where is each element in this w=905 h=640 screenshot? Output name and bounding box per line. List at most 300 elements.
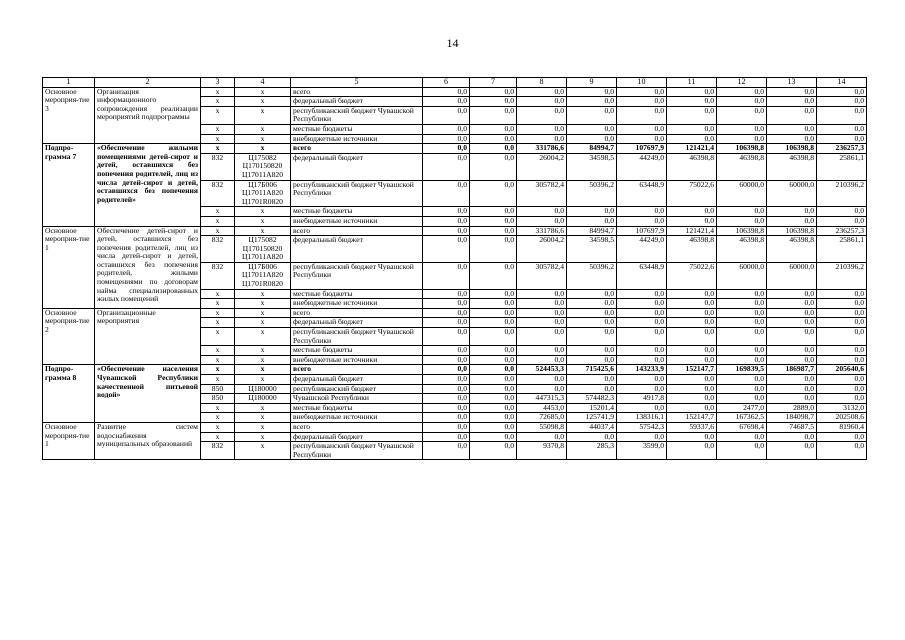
amount-cell: 0,0 [517,346,567,356]
amount-cell: 0,0 [667,289,717,299]
grbs-cell: 832 [201,153,235,180]
budget-code-cell: x [235,328,291,346]
amount-cell: 0,0 [717,346,767,356]
amount-cell: 46398,8 [667,153,717,180]
amount-cell: 0,0 [817,289,867,299]
amount-cell: 0,0 [817,432,867,442]
amount-cell: 0,0 [617,106,667,124]
program-label: Подпро-грамма 7 [43,144,95,226]
amount-cell: 125741,9 [567,413,617,423]
amount-cell: 0,0 [617,308,667,318]
funding-source-cell: федеральный бюджет [291,432,423,442]
amount-cell: 210396,2 [817,180,867,207]
amount-cell: 0,0 [617,97,667,107]
amount-cell: 0,0 [817,346,867,356]
amount-cell: 0,0 [667,328,717,346]
budget-code-cell: x [235,403,291,413]
funding-source-cell: внебюджетные источники [291,134,423,144]
amount-cell: 46398,8 [767,153,817,180]
amount-cell: 0,0 [423,413,470,423]
budget-code-cell: x [235,365,291,375]
amount-cell: 0,0 [423,289,470,299]
funding-source-cell: местные бюджеты [291,346,423,356]
grbs-cell: 832 [201,442,235,460]
amount-cell: 75022,6 [667,262,717,289]
amount-cell: 0,0 [717,318,767,328]
budget-code-cell: x [235,134,291,144]
amount-cell: 0,0 [470,403,517,413]
amount-cell: 0,0 [717,384,767,394]
amount-cell: 138316,1 [617,413,667,423]
amount-cell: 0,0 [817,134,867,144]
col-header: 10 [617,78,667,88]
amount-cell: 0,0 [817,328,867,346]
program-label: Подпро-грамма 8 [43,365,95,423]
funding-source-cell: местные бюджеты [291,207,423,217]
funding-source-cell: внебюджетные источники [291,355,423,365]
amount-cell: 0,0 [667,375,717,385]
amount-cell: 60000,0 [717,262,767,289]
amount-cell: 715425,6 [567,365,617,375]
amount-cell: 0,0 [717,355,767,365]
amount-cell: 0,0 [470,87,517,97]
funding-source-cell: республиканский бюджет Чувашской Республики [291,180,423,207]
funding-source-cell: местные бюджеты [291,124,423,134]
amount-cell: 0,0 [617,403,667,413]
amount-cell: 0,0 [470,226,517,236]
amount-cell: 0,0 [767,375,817,385]
grbs-cell: x [201,422,235,432]
amount-cell: 44249,0 [617,236,667,263]
grbs-cell: x [201,106,235,124]
amount-cell: 305782,4 [517,262,567,289]
budget-code-cell: x [235,422,291,432]
grbs-cell: x [201,97,235,107]
funding-source-cell: внебюджетные источники [291,299,423,309]
table-row [43,308,867,318]
funding-source-cell: всего [291,144,423,154]
funding-source-cell: республиканский бюджет Чувашской Республики [291,106,423,124]
amount-cell: 524453,3 [517,365,567,375]
amount-cell: 0,0 [423,308,470,318]
amount-cell: 0,0 [517,289,567,299]
amount-cell: 169839,5 [717,365,767,375]
budget-code-cell: Ц175082 Ц170150820 Ц17011А820 [235,153,291,180]
amount-cell: 0,0 [767,207,817,217]
amount-cell: 4453,0 [517,403,567,413]
col-header: 12 [717,78,767,88]
amount-cell: 0,0 [617,207,667,217]
amount-cell: 0,0 [667,134,717,144]
amount-cell: 0,0 [767,442,817,460]
amount-cell: 0,0 [470,442,517,460]
amount-cell: 0,0 [717,207,767,217]
funding-source-cell: всего [291,226,423,236]
program-label: Основное мероприя-тие 2 [43,308,95,365]
amount-cell: 0,0 [517,134,567,144]
amount-cell: 60000,0 [717,180,767,207]
amount-cell: 106398,8 [767,226,817,236]
col-header: 14 [817,78,867,88]
amount-cell: 447315,3 [517,394,567,404]
amount-cell: 0,0 [767,432,817,442]
amount-cell: 0,0 [567,432,617,442]
funding-source-cell: федеральный бюджет [291,153,423,180]
amount-cell: 0,0 [423,226,470,236]
amount-cell: 0,0 [667,403,717,413]
amount-cell: 0,0 [717,432,767,442]
amount-cell: 0,0 [567,375,617,385]
amount-cell: 4917,8 [617,394,667,404]
grbs-cell: 832 [201,180,235,207]
amount-cell: 0,0 [667,394,717,404]
funding-source-cell: местные бюджеты [291,289,423,299]
amount-cell: 0,0 [667,87,717,97]
amount-cell: 0,0 [470,328,517,346]
col-header: 3 [201,78,235,88]
amount-cell: 0,0 [717,375,767,385]
amount-cell: 0,0 [767,355,817,365]
budget-code-cell: x [235,289,291,299]
amount-cell: 0,0 [817,124,867,134]
amount-cell: 0,0 [667,106,717,124]
program-description: Организационные мероприятия [95,308,201,365]
amount-cell: 0,0 [423,394,470,404]
amount-cell: 55098,8 [517,422,567,432]
budget-code-cell: x [235,226,291,236]
grbs-cell: x [201,403,235,413]
program-description: Обеспечение детей-сирот и детей, оставшихся без попечения родителей, лиц из числа детей-сирот и детей, оставшихся без попечения родителей, жилыми помещениями по договорам найма специализированных жилых помещений [95,226,201,308]
amount-cell: 34598,5 [567,153,617,180]
amount-cell: 0,0 [470,299,517,309]
amount-cell: 0,0 [423,384,470,394]
amount-cell: 0,0 [617,328,667,346]
amount-cell: 0,0 [423,144,470,154]
amount-cell: 0,0 [567,289,617,299]
amount-cell: 0,0 [567,134,617,144]
amount-cell: 46398,8 [717,153,767,180]
amount-cell: 0,0 [667,432,717,442]
amount-cell: 285,3 [567,442,617,460]
amount-cell: 0,0 [617,289,667,299]
grbs-cell: x [201,144,235,154]
program-description: «Обеспечение населения Чувашской Республики качественной питьевой водой» [95,365,201,423]
amount-cell: 0,0 [667,384,717,394]
page-number: 14 [446,36,459,50]
amount-cell: 0,0 [617,375,667,385]
amount-cell: 0,0 [470,355,517,365]
amount-cell: 184098,7 [767,413,817,423]
amount-cell: 46398,8 [667,236,717,263]
amount-cell: 152147,7 [667,365,717,375]
amount-cell: 34598,5 [567,236,617,263]
amount-cell: 81960,4 [817,422,867,432]
col-header: 1 [43,78,95,88]
col-header: 7 [470,78,517,88]
amount-cell: 0,0 [470,308,517,318]
program-description: «Обеспечение жилыми помещениями детей-сирот и детей, оставшихся без попечения родителей, лиц из числа детей-сирот и детей, оставшихся без попечения родителей» [95,144,201,226]
amount-cell: 0,0 [717,289,767,299]
funding-source-cell: Чувашской Республики [291,394,423,404]
amount-cell: 46398,8 [717,236,767,263]
amount-cell: 0,0 [817,394,867,404]
amount-cell: 0,0 [470,365,517,375]
amount-cell: 44249,0 [617,153,667,180]
amount-cell: 0,0 [817,97,867,107]
amount-cell: 0,0 [517,216,567,226]
amount-cell: 0,0 [470,106,517,124]
budget-table [42,77,867,460]
grbs-cell: 850 [201,394,235,404]
amount-cell: 0,0 [817,106,867,124]
amount-cell: 0,0 [767,346,817,356]
amount-cell: 0,0 [667,346,717,356]
amount-cell: 0,0 [423,346,470,356]
amount-cell: 331786,6 [517,226,567,236]
amount-cell: 0,0 [423,318,470,328]
grbs-cell: x [201,413,235,423]
amount-cell: 0,0 [470,216,517,226]
amount-cell: 0,0 [767,216,817,226]
amount-cell: 0,0 [470,262,517,289]
funding-source-cell: федеральный бюджет [291,236,423,263]
amount-cell: 167362,5 [717,413,767,423]
funding-source-cell: внебюджетные источники [291,413,423,423]
funding-source-cell: всего [291,422,423,432]
amount-cell: 0,0 [717,308,767,318]
funding-source-cell: республиканский бюджет [291,384,423,394]
amount-cell: 63448,9 [617,262,667,289]
amount-cell: 0,0 [567,328,617,346]
amount-cell: 50396,2 [567,180,617,207]
amount-cell: 0,0 [717,87,767,97]
amount-cell: 0,0 [717,328,767,346]
amount-cell: 0,0 [470,422,517,432]
amount-cell: 0,0 [423,180,470,207]
amount-cell: 0,0 [817,355,867,365]
budget-code-cell: x [235,375,291,385]
amount-cell: 0,0 [817,442,867,460]
budget-code-cell: x [235,124,291,134]
amount-cell: 84994,7 [567,226,617,236]
program-label: Основное мероприя-тие 1 [43,226,95,308]
amount-cell: 0,0 [667,97,717,107]
amount-cell: 0,0 [767,289,817,299]
amount-cell: 0,0 [567,207,617,217]
program-description: Развитие систем водоснабжения муниципальных образований [95,422,201,459]
amount-cell: 0,0 [567,87,617,97]
amount-cell: 0,0 [517,87,567,97]
amount-cell: 0,0 [617,134,667,144]
amount-cell: 0,0 [567,97,617,107]
amount-cell: 3599,0 [617,442,667,460]
amount-cell: 0,0 [423,403,470,413]
grbs-cell: x [201,375,235,385]
amount-cell: 60000,0 [767,262,817,289]
amount-cell: 59337,6 [667,422,717,432]
budget-code-cell: x [235,207,291,217]
amount-cell: 0,0 [717,216,767,226]
amount-cell: 26004,2 [517,153,567,180]
amount-cell: 2477,0 [717,403,767,413]
amount-cell: 0,0 [423,328,470,346]
table-row [43,226,867,236]
amount-cell: 0,0 [517,375,567,385]
amount-cell: 0,0 [517,106,567,124]
col-header: 13 [767,78,817,88]
funding-source-cell: внебюджетные источники [291,216,423,226]
funding-source-cell: всего [291,365,423,375]
budget-code-cell: x [235,432,291,442]
grbs-cell: x [201,299,235,309]
grbs-cell: x [201,134,235,144]
amount-cell: 210396,2 [817,262,867,289]
amount-cell: 0,0 [717,394,767,404]
amount-cell: 0,0 [717,134,767,144]
amount-cell: 0,0 [817,87,867,97]
amount-cell: 0,0 [423,262,470,289]
amount-cell: 305782,4 [517,180,567,207]
amount-cell: 57542,3 [617,422,667,432]
amount-cell: 574482,3 [567,394,617,404]
funding-source-cell: федеральный бюджет [291,375,423,385]
grbs-cell: x [201,308,235,318]
amount-cell: 9370,8 [517,442,567,460]
amount-cell: 0,0 [517,355,567,365]
amount-cell: 46398,8 [767,236,817,263]
amount-cell: 0,0 [423,87,470,97]
amount-cell: 0,0 [817,299,867,309]
budget-code-cell: x [235,346,291,356]
amount-cell: 0,0 [470,318,517,328]
amount-cell: 0,0 [517,328,567,346]
grbs-cell: x [201,346,235,356]
budget-code-cell: x [235,442,291,460]
amount-cell: 121421,4 [667,144,717,154]
funding-source-cell: республиканский бюджет Чувашской Республики [291,442,423,460]
amount-cell: 0,0 [767,394,817,404]
amount-cell: 0,0 [567,384,617,394]
budget-code-cell: x [235,299,291,309]
amount-cell: 0,0 [667,355,717,365]
budget-code-cell: Ц17Б006 Ц17011А820 Ц1701R0820 [235,180,291,207]
grbs-cell: x [201,207,235,217]
amount-cell: 0,0 [567,318,617,328]
amount-cell: 0,0 [667,308,717,318]
amount-cell: 0,0 [717,97,767,107]
amount-cell: 0,0 [617,346,667,356]
amount-cell: 0,0 [767,384,817,394]
amount-cell: 0,0 [617,124,667,134]
amount-cell: 0,0 [767,328,817,346]
amount-cell: 0,0 [817,308,867,318]
grbs-cell: x [201,87,235,97]
amount-cell: 0,0 [767,87,817,97]
table-row [43,422,867,432]
budget-code-cell: x [235,355,291,365]
amount-cell: 0,0 [717,124,767,134]
amount-cell: 0,0 [517,318,567,328]
amount-cell: 0,0 [517,308,567,318]
funding-source-cell: всего [291,308,423,318]
budget-code-cell: x [235,318,291,328]
amount-cell: 63448,9 [617,180,667,207]
amount-cell: 331786,6 [517,144,567,154]
col-header: 5 [291,78,423,88]
amount-cell: 106398,8 [717,144,767,154]
amount-cell: 0,0 [423,432,470,442]
amount-cell: 50396,2 [567,262,617,289]
amount-cell: 0,0 [817,216,867,226]
amount-cell: 26004,2 [517,236,567,263]
grbs-cell: 850 [201,384,235,394]
amount-cell: 72685,0 [517,413,567,423]
amount-cell: 0,0 [423,124,470,134]
amount-cell: 0,0 [767,97,817,107]
amount-cell: 0,0 [470,207,517,217]
amount-cell: 0,0 [667,318,717,328]
col-header: 9 [567,78,617,88]
amount-cell: 205640,6 [817,365,867,375]
amount-cell: 186987,7 [767,365,817,375]
program-label: Основное мероприя-тие 3 [43,87,95,144]
col-header: 6 [423,78,470,88]
amount-cell: 0,0 [470,384,517,394]
grbs-cell: x [201,289,235,299]
amount-cell: 0,0 [470,153,517,180]
column-number-row [43,78,867,88]
grbs-cell: x [201,365,235,375]
amount-cell: 60000,0 [767,180,817,207]
grbs-cell: x [201,432,235,442]
amount-cell: 0,0 [470,346,517,356]
amount-cell: 0,0 [517,432,567,442]
amount-cell: 152147,7 [667,413,717,423]
amount-cell: 202508,6 [817,413,867,423]
amount-cell: 0,0 [470,236,517,263]
budget-code-cell: x [235,87,291,97]
amount-cell: 0,0 [470,375,517,385]
amount-cell: 0,0 [617,384,667,394]
grbs-cell: x [201,124,235,134]
amount-cell: 0,0 [423,375,470,385]
amount-cell: 0,0 [817,375,867,385]
grbs-cell: 832 [201,262,235,289]
budget-code-cell: x [235,308,291,318]
funding-source-cell: республиканский бюджет Чувашской Республики [291,262,423,289]
amount-cell: 0,0 [470,144,517,154]
amount-cell: 0,0 [423,207,470,217]
amount-cell: 106398,8 [717,226,767,236]
program-label: Основное мероприя-тие 1 [43,422,95,459]
amount-cell: 0,0 [470,432,517,442]
grbs-cell: x [201,318,235,328]
amount-cell: 0,0 [517,207,567,217]
table-row [43,87,867,97]
amount-cell: 0,0 [423,134,470,144]
amount-cell: 236257,3 [817,226,867,236]
amount-cell: 0,0 [567,346,617,356]
amount-cell: 0,0 [717,442,767,460]
budget-code-cell: Ц180000 [235,394,291,404]
grbs-cell: x [201,226,235,236]
budget-code-cell: x [235,216,291,226]
amount-cell: 0,0 [423,216,470,226]
amount-cell: 0,0 [470,394,517,404]
amount-cell: 0,0 [423,153,470,180]
col-header: 4 [235,78,291,88]
amount-cell: 0,0 [667,299,717,309]
